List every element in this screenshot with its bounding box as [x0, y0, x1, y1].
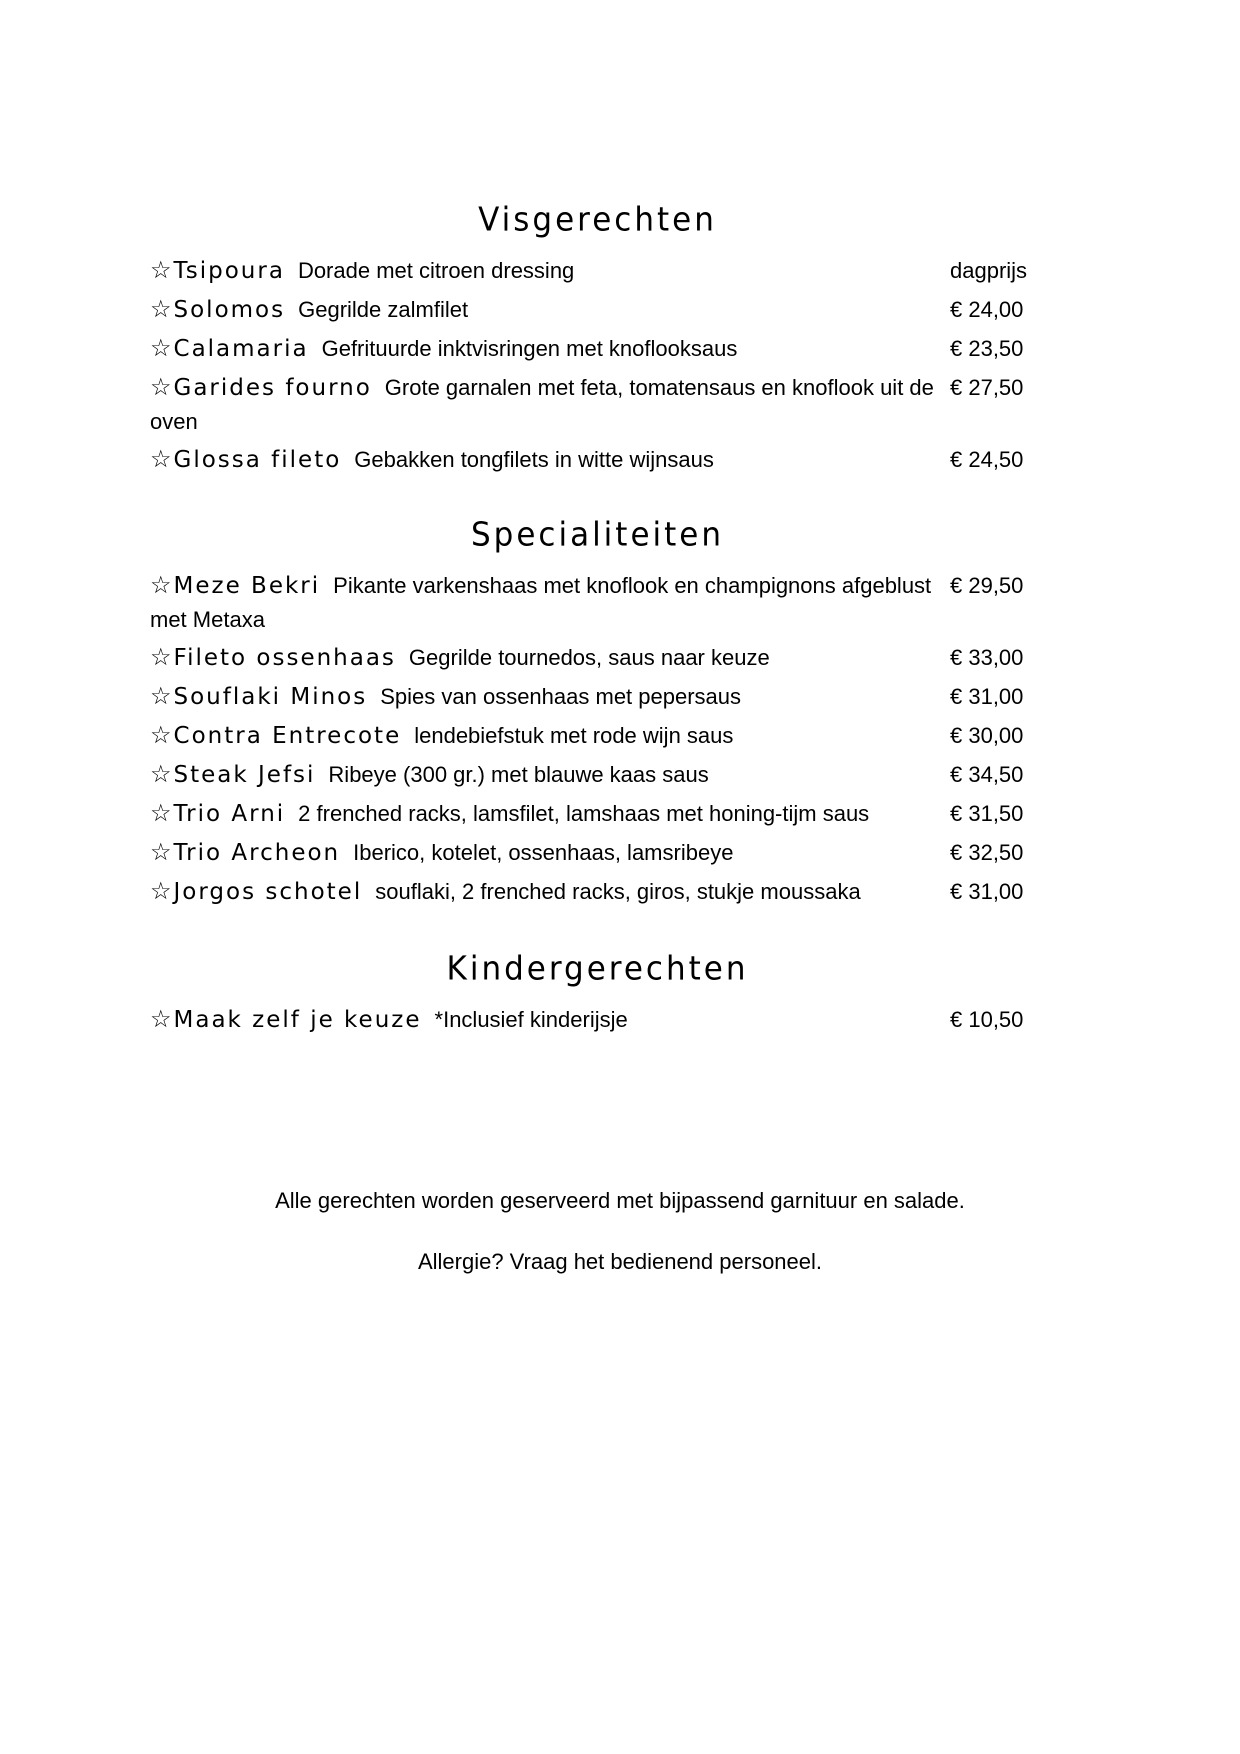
- star-outline-icon: ☆: [150, 761, 172, 788]
- menu-item: [150, 758, 1045, 792]
- item-price: € 29,50: [950, 573, 1024, 598]
- star-outline-icon: ☆: [150, 800, 172, 827]
- item-price: € 34,50: [950, 762, 1024, 787]
- star-outline-icon: ☆: [150, 572, 172, 599]
- star-outline-icon: ☆: [150, 722, 172, 749]
- section-title: Kindergerechten: [446, 950, 749, 988]
- item-description: Gefrituurde inktvisringen met knoflooksaus: [321, 336, 738, 361]
- item-description: souflaki, 2 frenched racks, giros, stukje moussaka: [375, 879, 861, 904]
- menu-list: [150, 254, 1045, 477]
- item-description: Grote garnalen met feta, tomatensaus en knoflook uit de oven: [150, 375, 934, 434]
- star-outline-icon: ☆: [150, 839, 172, 866]
- item-name: Trio Archeon: [173, 840, 341, 866]
- item-name: Contra Entrecote: [173, 723, 402, 749]
- item-price: € 24,00: [950, 297, 1024, 322]
- allergy-note: Allergie? Vraag het bedienend personeel.: [417, 1249, 823, 1274]
- section-title: Visgerechten: [478, 201, 717, 239]
- item-name: Solomos: [173, 297, 286, 323]
- item-name: Meze Bekri: [173, 573, 321, 599]
- item-name: Fileto ossenhaas: [173, 645, 396, 671]
- star-outline-icon: ☆: [150, 644, 172, 671]
- star-outline-icon: ☆: [150, 257, 172, 284]
- menu-item: [150, 254, 1045, 288]
- item-price: € 33,00: [950, 645, 1024, 670]
- item-description: Gegrilde tournedos, saus naar keuze: [408, 645, 770, 670]
- item-name: Maak zelf je keuze: [173, 1007, 422, 1033]
- menu-item: [150, 719, 1045, 753]
- star-outline-icon: ☆: [150, 374, 172, 401]
- item-description: 2 frenched racks, lamsfilet, lamshaas met honing-tijm saus: [298, 801, 870, 826]
- item-description: lendebiefstuk met rode wijn saus: [414, 723, 734, 748]
- item-description: Iberico, kotelet, ossenhaas, lamsribeye: [353, 840, 734, 865]
- item-price: € 24,50: [950, 447, 1024, 472]
- section-visgerechten: [150, 198, 1045, 482]
- menu-item: [150, 875, 1045, 909]
- item-price: € 31,00: [950, 879, 1024, 904]
- section-specialiteiten: [150, 513, 1045, 914]
- item-name: Garides fourno: [173, 375, 372, 401]
- star-outline-icon: ☆: [150, 296, 172, 323]
- item-description: Gegrilde zalmfilet: [298, 297, 469, 322]
- item-description: Dorade met citroen dressing: [297, 258, 575, 283]
- item-description: Spies van ossenhaas met pepersaus: [380, 684, 742, 709]
- star-outline-icon: ☆: [150, 1006, 172, 1033]
- star-outline-icon: ☆: [150, 683, 172, 710]
- item-price: € 32,50: [950, 840, 1024, 865]
- item-price: dagprijs: [950, 258, 1028, 283]
- menu-item: [150, 293, 1045, 327]
- item-description: Gebakken tongfilets in witte wijnsaus: [354, 447, 714, 472]
- item-name: Jorgos schotel: [173, 879, 363, 905]
- item-name: Glossa fileto: [173, 447, 342, 473]
- menu-item: [150, 641, 1045, 675]
- item-price: € 31,00: [950, 684, 1024, 709]
- menu-footer: [150, 1185, 1090, 1307]
- item-price: € 27,50: [950, 375, 1024, 400]
- menu-item: [150, 569, 1045, 636]
- menu-item: [150, 836, 1045, 870]
- star-outline-icon: ☆: [150, 878, 172, 905]
- footer-note: Alle gerechten worden geserveerd met bijpassend garnituur en salade.: [275, 1188, 965, 1213]
- menu-list: [150, 1003, 1045, 1037]
- menu-item: [150, 1003, 1045, 1037]
- item-price: € 30,00: [950, 723, 1024, 748]
- item-name: Calamaria: [173, 336, 309, 362]
- menu-item: [150, 680, 1045, 714]
- item-price: € 10,50: [950, 1007, 1024, 1032]
- section-title: Specialiteiten: [470, 516, 725, 554]
- menu-item: [150, 332, 1045, 366]
- item-name: Tsipoura: [173, 258, 285, 284]
- item-name: Steak Jefsi: [173, 762, 316, 788]
- item-price: € 23,50: [950, 336, 1024, 361]
- item-description: Pikante varkenshaas met knoflook en champignons afgeblust met Metaxa: [150, 573, 932, 632]
- star-outline-icon: ☆: [150, 335, 172, 362]
- section-kindergerechten: [150, 947, 1045, 1042]
- item-description: Ribeye (300 gr.) met blauwe kaas saus: [328, 762, 709, 787]
- menu-item: [150, 797, 1045, 831]
- item-price: € 31,50: [950, 801, 1024, 826]
- item-name: Trio Arni: [173, 801, 286, 827]
- menu-list: [150, 569, 1045, 909]
- item-description: *Inclusief kinderijsje: [434, 1007, 628, 1032]
- menu-item: [150, 371, 1045, 438]
- menu-item: [150, 443, 1045, 477]
- star-outline-icon: ☆: [150, 446, 172, 473]
- item-name: Souflaki Minos: [173, 684, 368, 710]
